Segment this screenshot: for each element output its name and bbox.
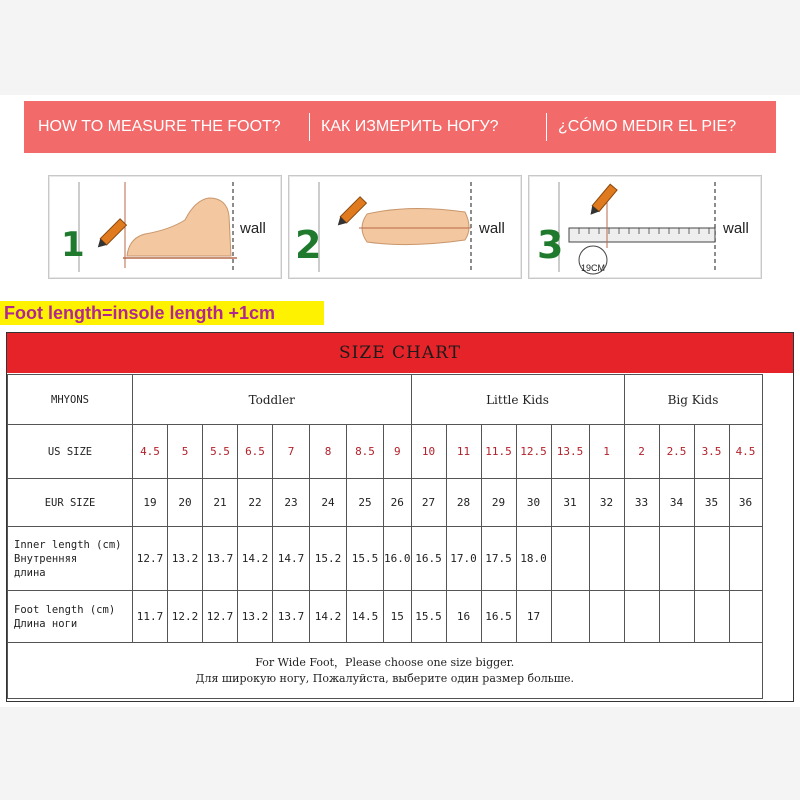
eur-size-cell: 34 xyxy=(659,479,694,527)
eur-size-cell: 33 xyxy=(624,479,659,527)
eur-size-cell: 21 xyxy=(203,479,238,527)
inner-length-label-ru1: Внутренняя xyxy=(14,552,78,565)
eur-size-cell: 22 xyxy=(238,479,273,527)
foot-length-cell: 11.7 xyxy=(133,591,168,643)
foot-length-label xyxy=(8,591,133,643)
step-2-panel xyxy=(288,175,522,279)
step-3-panel xyxy=(528,175,762,279)
us-size-cell: 11.5 xyxy=(481,425,516,479)
foot-length-label-en: Foot length (cm) xyxy=(14,603,116,616)
banner-spanish: ¿CÓMO MEDIR EL PIE? xyxy=(558,118,737,135)
eur-size-cell: 19 xyxy=(133,479,168,527)
size-table xyxy=(7,374,763,699)
inner-length-label-ru2: длина xyxy=(14,566,46,579)
eur-size-cell: 35 xyxy=(694,479,729,527)
eur-size-cell: 36 xyxy=(729,479,762,527)
us-size-cell: 12.5 xyxy=(516,425,551,479)
group-little-kids: Little Kids xyxy=(411,375,624,425)
step-1-panel xyxy=(48,175,282,279)
us-size-cell: 13.5 xyxy=(551,425,589,479)
wide-foot-note-ru: Для широкую ногу, Пожалуйста, выберите один размер больше. xyxy=(195,671,574,685)
measure-banner xyxy=(24,101,776,153)
inner-length-cell: 13.7 xyxy=(203,527,238,591)
eur-size-cell: 25 xyxy=(347,479,384,527)
us-size-cell: 2 xyxy=(624,425,659,479)
step-1-number: 1 xyxy=(61,225,85,265)
foot-length-cell xyxy=(694,591,729,643)
step-3-wall-label: wall xyxy=(723,220,749,237)
inner-length-row xyxy=(8,527,763,591)
size-chart xyxy=(6,332,794,702)
inner-length-cell: 17.0 xyxy=(446,527,481,591)
inner-length-cell xyxy=(729,527,762,591)
inner-length-cell xyxy=(659,527,694,591)
foot-length-label-ru: Длина ноги xyxy=(14,617,78,630)
inner-length-label-en: Inner length (cm) xyxy=(14,538,122,551)
us-size-cell: 7 xyxy=(273,425,310,479)
foot-length-cell: 13.2 xyxy=(238,591,273,643)
us-size-label: US SIZE xyxy=(8,425,133,479)
foot-length-cell: 17 xyxy=(516,591,551,643)
inner-length-cell: 18.0 xyxy=(516,527,551,591)
us-size-cell: 5.5 xyxy=(203,425,238,479)
inner-length-cell: 14.7 xyxy=(273,527,310,591)
inner-length-cell: 17.5 xyxy=(481,527,516,591)
us-size-cell: 2.5 xyxy=(659,425,694,479)
wide-foot-note xyxy=(8,643,763,699)
foot-length-cell xyxy=(551,591,589,643)
group-row xyxy=(8,375,763,425)
eur-size-cell: 23 xyxy=(273,479,310,527)
us-size-cell: 4.5 xyxy=(729,425,762,479)
us-size-cell: 11 xyxy=(446,425,481,479)
step-3-number: 3 xyxy=(537,223,564,267)
inner-length-cell: 13.2 xyxy=(168,527,203,591)
banner-english: HOW TO MEASURE THE FOOT? xyxy=(38,118,281,135)
us-size-cell: 4.5 xyxy=(133,425,168,479)
wide-foot-note-en: For Wide Foot，Please choose one size bigger. xyxy=(255,655,515,669)
step-2-wall-label: wall xyxy=(479,220,505,237)
foot-length-cell xyxy=(589,591,624,643)
foot-length-cell: 16 xyxy=(446,591,481,643)
eur-size-cell: 26 xyxy=(384,479,412,527)
eur-size-cell: 31 xyxy=(551,479,589,527)
footer-row xyxy=(8,643,763,699)
us-size-cell: 10 xyxy=(411,425,446,479)
step-2-number: 2 xyxy=(295,223,322,267)
foot-length-cell: 15 xyxy=(384,591,412,643)
us-size-cell: 8 xyxy=(310,425,347,479)
group-toddler: Toddler xyxy=(133,375,412,425)
banner-russian: КАК ИЗМЕРИТЬ НОГУ? xyxy=(321,118,499,135)
size-chart-title: SIZE CHART xyxy=(7,333,793,373)
inner-length-cell xyxy=(624,527,659,591)
us-size-row xyxy=(8,425,763,479)
us-size-cell: 5 xyxy=(168,425,203,479)
brand-cell: MHYONS xyxy=(8,375,133,425)
eur-size-cell: 20 xyxy=(168,479,203,527)
us-size-cell: 9 xyxy=(384,425,412,479)
inner-length-cell xyxy=(589,527,624,591)
inner-length-cell: 16.0 xyxy=(384,527,412,591)
foot-length-cell: 13.7 xyxy=(273,591,310,643)
eur-size-cell: 30 xyxy=(516,479,551,527)
group-big-kids: Big Kids xyxy=(624,375,762,425)
inner-length-cell: 12.7 xyxy=(133,527,168,591)
step-1-wall-label: wall xyxy=(240,220,266,237)
inner-length-label xyxy=(8,527,133,591)
banner-divider xyxy=(309,113,310,141)
eur-size-cell: 27 xyxy=(411,479,446,527)
eur-size-row xyxy=(8,479,763,527)
inner-length-cell: 16.5 xyxy=(411,527,446,591)
foot-length-cell: 12.7 xyxy=(203,591,238,643)
us-size-cell: 8.5 xyxy=(347,425,384,479)
foot-length-note: Foot length=insole length +1cm xyxy=(0,301,324,325)
inner-length-cell: 15.5 xyxy=(347,527,384,591)
foot-length-cell xyxy=(624,591,659,643)
foot-length-cell: 14.2 xyxy=(310,591,347,643)
banner-divider xyxy=(546,113,547,141)
eur-size-cell: 29 xyxy=(481,479,516,527)
foot-length-cell: 15.5 xyxy=(411,591,446,643)
inner-length-cell xyxy=(694,527,729,591)
eur-size-cell: 32 xyxy=(589,479,624,527)
us-size-cell: 6.5 xyxy=(238,425,273,479)
us-size-cell: 1 xyxy=(589,425,624,479)
ruler-reading-badge: 19CM xyxy=(581,263,606,273)
inner-length-cell: 14.2 xyxy=(238,527,273,591)
foot-length-cell xyxy=(729,591,762,643)
us-size-cell: 3.5 xyxy=(694,425,729,479)
foot-length-cell: 16.5 xyxy=(481,591,516,643)
inner-length-cell: 15.2 xyxy=(310,527,347,591)
foot-length-cell: 14.5 xyxy=(347,591,384,643)
foot-length-row xyxy=(8,591,763,643)
size-guide-sheet xyxy=(0,95,800,707)
inner-length-cell xyxy=(551,527,589,591)
eur-size-cell: 24 xyxy=(310,479,347,527)
eur-size-label: EUR SIZE xyxy=(8,479,133,527)
foot-length-cell: 12.2 xyxy=(168,591,203,643)
foot-length-cell xyxy=(659,591,694,643)
eur-size-cell: 28 xyxy=(446,479,481,527)
